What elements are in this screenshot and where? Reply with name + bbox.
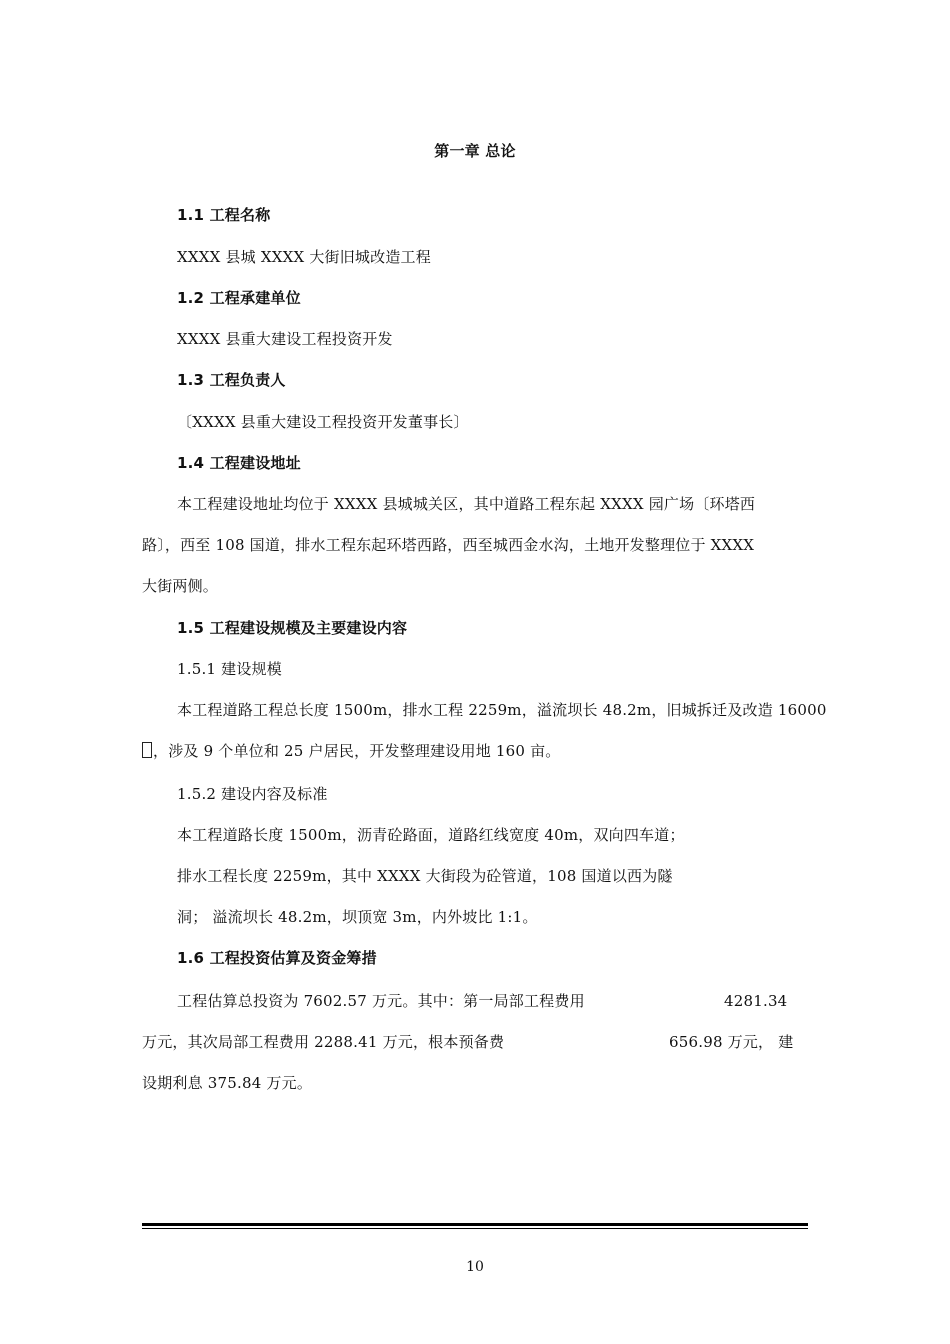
section-heading-1-4: 1.4 工程建设地址 bbox=[177, 454, 301, 472]
paragraph-line bbox=[142, 741, 560, 761]
paragraph-line: 路〕，西至 108 国道，排水工程东起环塔西路，西至城西金水沟，土地开发整理位于 XXXX bbox=[142, 536, 755, 554]
paragraph-line: 本工程建设地址均位于 XXXX 县城城关区，其中道路工程东起 XXXX 园广场〔环塔西 bbox=[177, 495, 756, 513]
footer-rule bbox=[142, 1223, 808, 1226]
paragraph-line-text: ，涉及 9 个单位和 25 户居民，开发整理建设用地 160 亩。 bbox=[153, 742, 561, 760]
subsection-heading-1-5-2: 1.5.2 建设内容及标准 bbox=[177, 785, 328, 803]
section-text-1-1: XXXX 县城 XXXX 大街旧城改造工程 bbox=[177, 248, 431, 266]
subsection-heading-1-5-1: 1.5.1 建设规模 bbox=[177, 660, 282, 678]
paragraph-line: 设期利息 375.84 万元。 bbox=[142, 1074, 313, 1092]
footer-rule-thin bbox=[142, 1228, 808, 1229]
section-heading-1-1: 1.1 工程名称 bbox=[177, 206, 271, 224]
chapter-title: 第一章 总论 bbox=[434, 142, 516, 160]
section-heading-1-6: 1.6 工程投资估算及资金筹措 bbox=[177, 949, 377, 967]
paragraph-line: 洞； 溢流坝长 48.2m，坝顶宽 3m，内外坡比 1:1。 bbox=[177, 908, 538, 926]
section-heading-1-5: 1.5 工程建设规模及主要建设内容 bbox=[177, 619, 408, 637]
page-number: 10 bbox=[466, 1259, 484, 1275]
section-heading-1-3: 1.3 工程负责人 bbox=[177, 371, 286, 389]
paragraph-line: 大街两侧。 bbox=[142, 577, 219, 595]
section-heading-1-2: 1.2 工程承建单位 bbox=[177, 289, 301, 307]
paragraph-line: 万元，其次局部工程费用 2288.41 万元，根本预备费 bbox=[142, 1033, 505, 1051]
paragraph-line: 本工程道路工程总长度 1500m，排水工程 2259m，溢流坝长 48.2m，旧城拆迁及改造 16000 bbox=[177, 701, 827, 719]
paragraph-line: 本工程道路长度 1500m，沥青砼路面，道路红线宽度 40m，双向四车道； bbox=[177, 826, 685, 844]
paragraph-line: 排水工程长度 2259m，其中 XXXX 大街段为砼管道，108 国道以西为隧 bbox=[177, 867, 673, 885]
missing-glyph-icon bbox=[142, 742, 152, 758]
section-text-1-3: 〔XXXX 县重大建设工程投资开发董事长〕 bbox=[177, 413, 469, 431]
paragraph-line: 工程估算总投资为 7602.57 万元。其中：第一局部工程费用 bbox=[177, 992, 585, 1010]
paragraph-amount: 4281.34 bbox=[724, 992, 788, 1010]
section-text-1-2: XXXX 县重大建设工程投资开发 bbox=[177, 330, 393, 348]
paragraph-amount: 656.98 万元， 建 bbox=[669, 1033, 794, 1051]
